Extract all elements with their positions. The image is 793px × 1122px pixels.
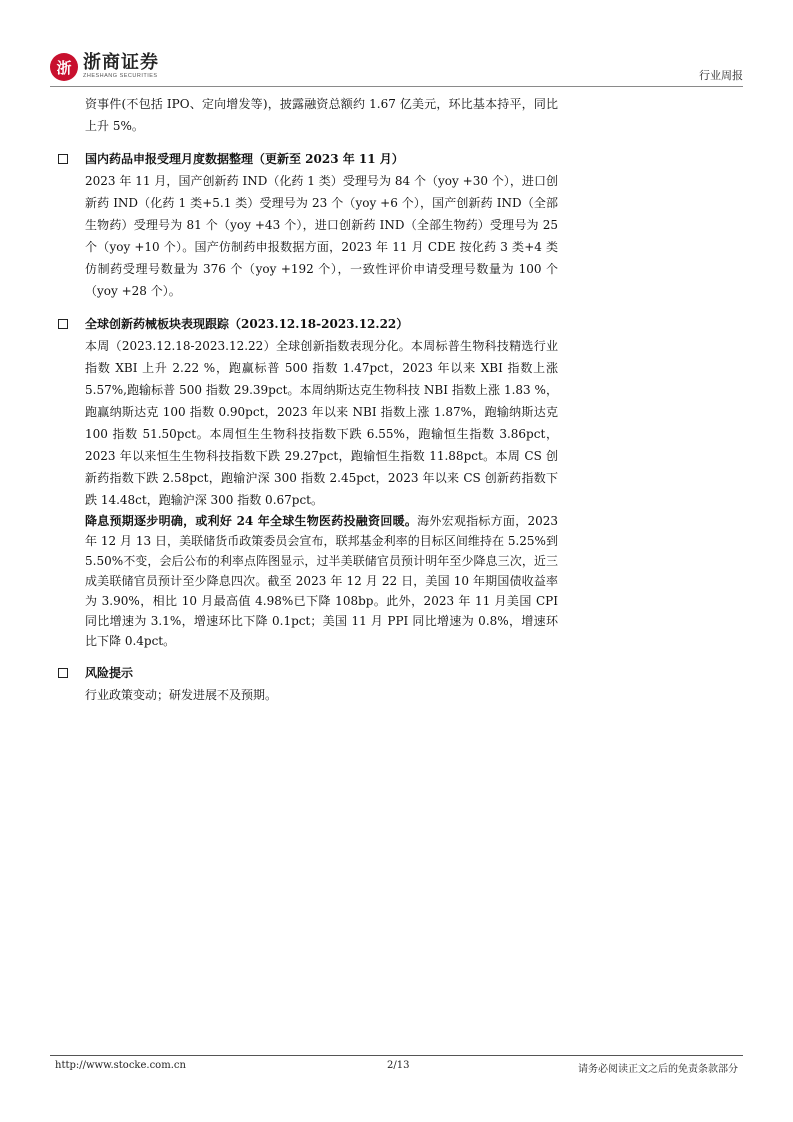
section-body-drug-filings: 2023 年 11 月，国产创新药 IND（化药 1 类）受理号为 84 个（yoy +30 个），进口创新药 IND（化药 1 类+5.1 类）受理号为 23 个（yoy +6 个），国产创新药 IND（全部生物药）受理号为 81 个（yoy +43 个），进口创新药 IND（全部生物药）受理号为 25 个（yoy +10 个）。国产仿制药申报数据方面，2023 年 11 月 CDE 按化药 3 类+4 类仿制药受理号数量为 376 个（yoy +192 个），一致性评价申请受理号数量为 100 个（yoy +28 个）。 <box>85 174 558 298</box>
report-type: 行业周报 <box>699 69 743 82</box>
checkbox-bullet-icon <box>58 319 68 329</box>
main-content <box>58 93 558 706</box>
intro-paragraph: 资事件(不包括 IPO、定向增发等)，披露融资总额约 1.67 亿美元，环比基本持平，同比上升 5%。 <box>85 97 558 133</box>
section-title: 国内药品申报受理月度数据整理（更新至 2023 年 11 月） <box>85 152 404 166</box>
brand-name-en: ZHESHANG SECURITIES <box>83 73 158 80</box>
section-body-global-tracking: 本周（2023.12.18-2023.12.22）全球创新指数表现分化。本周标普生物科技精选行业指数 XBI 上升 2.22 %，跑赢标普 500 指数 1.47pct，2023 年以来 XBI 指数上涨 5.57%,跑输标普 500 指数 29.39pct。本周纳斯达克生物科技 NBI 指数上涨 1.83 %，跑赢纳斯达克 100 指数 0.90pct，2023 年以来 NBI 指数上涨 1.87%，跑输纳斯达克 100 指数 51.50pct。本周恒生生物科技指数下跌 6.55%，跑输恒生指数 3.86pct，2023 年以来恒生生物科技指数下跌 29.27pct，跑输恒生指数 11.88pct。本周 CS 创新药指数下跌 2.58pct，跑输沪深 300 指数 2.45pct，2023 年以来 CS 创新药指数下跌 14.48ct，跑输沪深 300 指数 0.67pct。 <box>85 339 558 507</box>
footer-disclaimer: 请务必阅读正文之后的免责条款部分 <box>578 1064 738 1075</box>
header-divider <box>50 86 743 87</box>
brand-text <box>83 54 159 80</box>
section-body-risk: 行业政策变动；研发进展不及预期。 <box>85 688 278 702</box>
page-number: 2/13 <box>387 1060 410 1071</box>
macro-lead: 降息预期逐步明确，或利好 24 年全球生物医药投融资回暖。 <box>85 514 418 528</box>
brand-name-cn: 浙商证券 <box>83 52 159 74</box>
logo-mark-icon: 浙 <box>50 53 78 81</box>
footer-url: http://www.stocke.com.cn <box>55 1060 186 1071</box>
section-title: 风险提示 <box>85 666 134 680</box>
macro-body: 海外宏观指标方面，2023 年 12 月 13 日，美联储货币政策委员会宣布，联邦基金利率的目标区间维持在 5.25%到 5.50%不变，会后公布的利率点阵图显示，过半美联储官员预计明年至少降息三次，近三成美联储官员预计至少降息四次。截至 2023 年 12 月 22 日，美国 10 年期国债收益率为 3.90%，相比 10 月最高值 4.98%已下降 108bp。此外，2023 年 11 月美国 CPI 同比增速为 3.1%，增速环比下降 0.1pct；美国 11 月 PPI 同比增速为 0.8%，增速环比下降 0.4pct。 <box>85 514 558 648</box>
section-title: 全球创新药械板块表现跟踪（2023.12.18-2023.12.22） <box>85 317 409 331</box>
page-header <box>50 50 743 84</box>
checkbox-bullet-icon <box>58 668 68 678</box>
section-heading-global-tracking <box>58 313 558 335</box>
checkbox-bullet-icon <box>58 154 68 164</box>
section-heading-drug-filings <box>58 148 558 170</box>
footer-divider <box>50 1055 743 1056</box>
macro-paragraph <box>85 511 558 651</box>
section-heading-risk <box>58 662 558 684</box>
brand-logo <box>50 50 159 84</box>
